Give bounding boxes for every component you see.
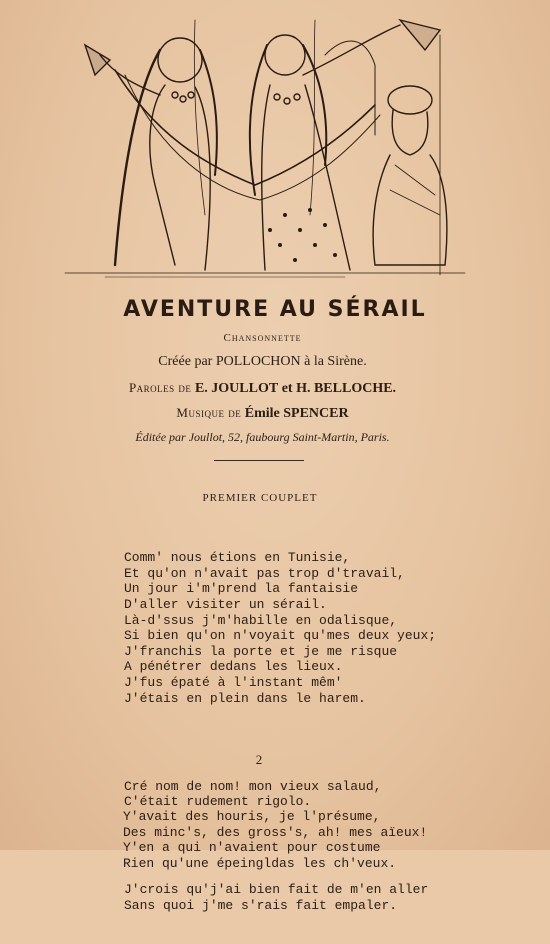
verse-line: Y'en a qui n'avaient pour costume <box>123 840 381 856</box>
musique-line <box>0 405 525 422</box>
verse-line: J'franchis la porte et je me risque <box>124 643 398 659</box>
harem-dancers-illustration <box>45 15 475 285</box>
creee-artist: POLLOCHON <box>215 354 301 369</box>
divider-rule <box>214 460 304 461</box>
creee-line <box>0 354 525 370</box>
verse-line: D'aller visiter un sérail. <box>124 596 327 612</box>
verse-line: Si bien qu'on n'voyait qu'mes deux yeux; <box>124 628 437 644</box>
paroles-and: et <box>281 381 293 396</box>
stanza-2 <box>123 809 427 871</box>
verse-line: Comm' nous étions en Tunisie, <box>124 550 351 566</box>
verse-line: Rien qu'une épeingldas les ch'veux. <box>123 855 397 871</box>
verse-line: J'fus épaté à l'instant mêm' <box>124 674 343 690</box>
verse-line: Des minc's, des gross's, ah! mes aïeux! <box>123 824 428 840</box>
verse-line: A pénétrer dedans les lieux. <box>124 659 343 675</box>
song-title: AVENTURE AU SÉRAIL <box>123 297 427 322</box>
verse-line: Là-d'ssus j'm'habille en odalisque, <box>124 612 398 628</box>
paroles-author2: H. BELLOCHE. <box>296 381 397 396</box>
paroles-line <box>0 380 525 397</box>
paroles-author1: E. JOULLOT <box>194 381 279 396</box>
paroles-prefix: Paroles de <box>128 380 192 395</box>
verse-line: J'crois qu'j'ai bien fait de m'en aller <box>124 882 429 898</box>
musique-composer: Émile SPENCER <box>244 406 349 421</box>
couplet-number: 2 <box>255 752 263 767</box>
creee-suffix: à la Sirène. <box>304 354 367 369</box>
musique-prefix: Musique de <box>176 405 242 420</box>
stanza-1 <box>124 550 436 706</box>
verse-line: C'était rudement rigolo. <box>124 794 312 810</box>
verse-line: Un jour i'm'prend la fantaisie <box>124 581 359 597</box>
verse-line: Cré nom de nom! mon vieux salaud, <box>124 778 382 794</box>
song-subtitle: Chansonnette <box>223 332 302 344</box>
verse-line: Et qu'on n'avait pas trop d'travail, <box>124 565 405 581</box>
publisher-line: Éditée par Joullot, 52, faubourg Saint-Martin, Paris. <box>135 430 390 444</box>
creee-prefix: Créée par <box>158 354 213 369</box>
verse-line: Y'avait des houris, je l'présume, <box>123 809 381 825</box>
couplet-title: PREMIER COUPLET <box>202 492 318 504</box>
verse-line: Sans quoi j'me s'rais fait empaler. <box>124 897 398 913</box>
verse-line: J'étais en plein dans le harem. <box>124 690 366 706</box>
verses-second-couplet <box>123 778 427 903</box>
